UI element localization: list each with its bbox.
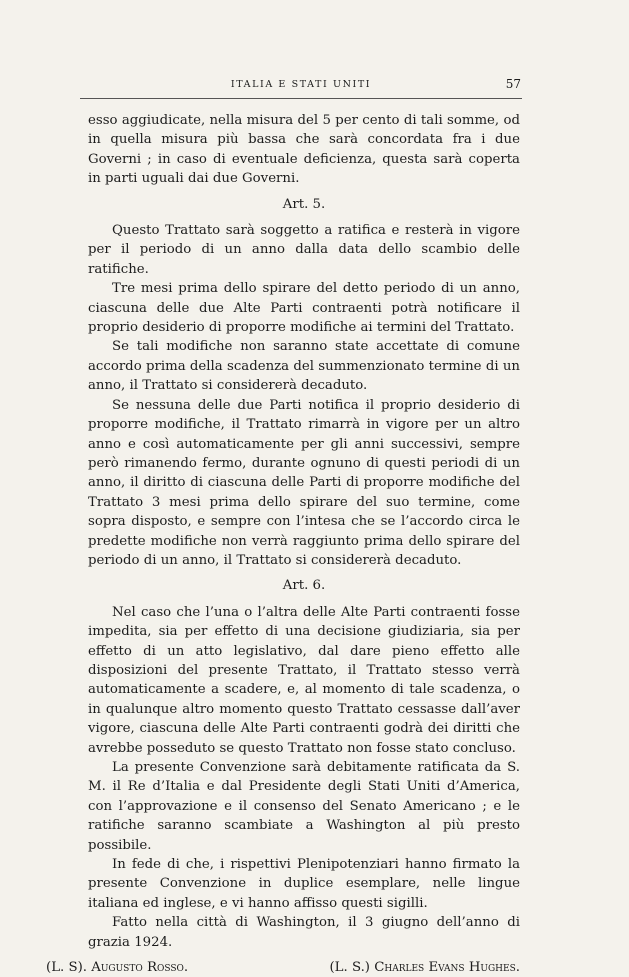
article-6-paragraph-2: La presente Convenzione sarà debitamente ratificata da S. M. il Re d’Italia e dal Presidente degli Stati Uniti d’America, con l’approvazione e il consenso del Senato Americano ; e le ratifiche saranno scambiate a Washington al più presto possibile. (88, 760, 520, 853)
article-5-paragraph-2: Tre mesi prima dello spirare del detto periodo di un anno, ciascuna delle due Alte Parti contraenti potrà notificare il proprio desiderio di proporre modifiche ai termini del Trattato. (88, 281, 520, 336)
article-5-heading: Art. 5. (282, 196, 326, 212)
article-6-heading: Art. 6. (282, 578, 326, 594)
body-text (46, 111, 520, 977)
paragraph-continuation: esso aggiudicate, nella misura del 5 per cento di tali somme, od in quella misura più bassa che sarà concordata fra i due Governi ; in caso di eventuale deficienza, questa sarà coperta in parti uguali dai due Governi. (88, 113, 520, 187)
article-5-paragraph-3: Se tali modifiche non saranno state accettate di comune accordo prima della scadenza del summenzionato termine di un anno, il Trattato si considererà decaduto. (88, 339, 520, 394)
page-number: 57 (505, 77, 521, 91)
signatures (46, 958, 520, 977)
article-6-paragraph-4: Fatto nella città di Washington, il 3 giugno dell’anno di grazia 1924. (88, 915, 520, 950)
signature-right: (L. S.) Charles Evans Hughes. (329, 960, 520, 976)
article-5-paragraph-1: Questo Trattato sarà soggetto a ratifica e resterà in vigore per il periodo di un anno dalla data dello scambio delle ratifiche. (88, 223, 520, 277)
article-5-paragraph-4: Se nessuna delle due Parti notifica il proprio desiderio di proporre modifiche, il Trattato rimarrà in vigore per un altro anno e così automaticamente per gli anni successivi, sempre però rimanendo fermo, durante ognuno di questi periodi di un anno, il diritto di ciascuna delle Parti di proporre modifiche del Trattato 3 mesi prima dello spirare del suo termine, come sopra disposto, e sempre con l’intesa che se l’accordo circa le predette modifiche non verrà raggiunto prima dello spirare del periodo di un anno, il Trattato si considererà decaduto. (88, 397, 520, 568)
header-rule (80, 98, 522, 99)
running-title: ITALIA E STATI UNITI (230, 79, 372, 90)
signature-left: (L. S). Augusto Rosso. (46, 960, 189, 976)
article-6-paragraph-3: In fede di che, i rispettivi Plenipotenziari hanno firmato la presente Convenzione in duplice esemplare, nelle lingue italiana ed inglese, e vi hanno affisso questi sigilli. (88, 857, 520, 911)
article-6-paragraph-1: Nel caso che l’una o l’altra delle Alte Parti contraenti fosse impedita, sia per effetto di una decisione giudiziaria, sia per effetto di un atto legislativo, dal dare pieno effetto alle disposizioni del presente Trattato, il Trattato stesso verrà automaticamente a scadere, e, al momento di tale scadenza, o in qualunque altro momento questo Trattato cessasse dall’aver vigore, ciascuna delle Alte Parti contraenti godrà dei diritti che avrebbe posseduto se questo Trattato non fosse stato concluso. (88, 604, 520, 756)
